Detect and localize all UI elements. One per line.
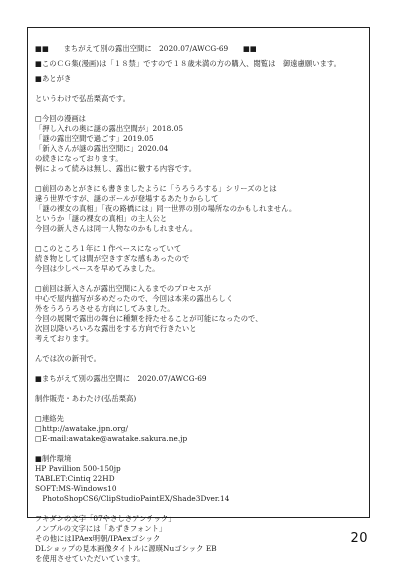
block4-line: 中心で屋内描写が多めだったので、今回は本来の露出らしく	[35, 294, 234, 303]
age-notice: ■このＣＧ集(漫画)は「１８禁」ですので１８歳未満の方の購入、閲覧は 御遠慮願います。	[35, 59, 342, 68]
block2-line: □前回のあとがきにも書きましたように「うろうろする」シリーズのとは	[35, 184, 277, 193]
fonts-line: DLショップの見本画像タイトルに源暎Nuゴシック EB	[35, 544, 217, 553]
block4-line: 外をうろうろさせる方向にしてみました。	[35, 304, 175, 313]
contact-email: □E-mail:awatake@awatake.sakura.ne.jp	[35, 434, 188, 443]
afterword-heading: ■あとがき	[35, 74, 72, 83]
block2-line: というか「謎の裸女の真相」の主人公と	[35, 214, 168, 223]
env-heading: ■制作環境	[35, 454, 72, 463]
fonts-line: フキダシの文字「07やさしさアンチック」	[35, 514, 176, 523]
producer-line: 制作販売・あわたけ(弘岳栗高)	[35, 394, 137, 403]
intro-line: というわけで弘岳栗高です。	[35, 94, 130, 103]
block3-line: 続き物としては間が空きすぎな感もあったので	[35, 254, 190, 263]
closing-line: んでは次の新刊で。	[35, 354, 101, 363]
footer-title: ■まちがえて別の露出空間に 2020.07/AWCG-69	[35, 374, 207, 383]
block4-line: 今回の展開で露出の舞台に種類を持たせることが可能になったので、	[35, 314, 263, 323]
header-line: ■■ まちがえて別の露出空間に 2020.07/AWCG-69 ■■	[35, 44, 257, 53]
fonts-line: ノンブルの文字には「あずきフォント」	[35, 524, 167, 533]
block1-line: 例によって続みは無し、露出に徹する内容です。	[35, 164, 197, 173]
env-line: SOFT:MS-Windows10	[35, 484, 117, 493]
contact-url: □http://awatake.jpn.org/	[35, 424, 128, 433]
block4-line: 考えております。	[35, 334, 94, 343]
block3-line: 今回は少しペースを早めてみました。	[35, 264, 160, 273]
contact-line: □連絡先	[35, 414, 64, 423]
block1-line: 「押し入れの奥に謎の露出空間が」2018.05	[35, 124, 184, 133]
block1-line: の続きになっております。	[35, 154, 123, 163]
block1-line: 「新入さんが謎の露出空間に」2020.04	[35, 144, 169, 153]
block4-line: □前回は新入さんが露出空間に入るまでのプロセスが	[35, 284, 211, 293]
block3-line: □このところ１年に１作ペースになっていて	[35, 244, 182, 253]
block2-line: 「謎の裸女の真相」「夜の路橋には」同一世界の別の場所なのかもしれません。	[35, 204, 297, 213]
block2-line: 今回の新人さんは同一人物なのかもしれません。	[35, 224, 198, 233]
env-line: HP Pavillion 500-150jp	[35, 464, 121, 473]
env-line: PhotoShopCS6/ClipStudioPaintEX/Shade3Dver.14	[35, 494, 230, 503]
block1-line: 「謎の露出空間で過ごす」2019.05	[35, 134, 154, 143]
page-number: 20	[350, 531, 368, 546]
block1-line: □今回の漫画は	[35, 114, 87, 123]
block4-line: 次回以降いろいろな露出をする方向で行きたいと	[35, 324, 197, 333]
fonts-line: その他にはIPAex明朝/IPAexゴシック	[35, 534, 161, 543]
env-line: TABLET:Cintiq 22HD	[35, 474, 115, 483]
afterword-text	[35, 44, 360, 564]
block2-line: 違う世界ですが、謎のボールが登場するあたりからして	[35, 194, 219, 203]
fonts-line: を使用させていただいています。	[35, 554, 145, 563]
